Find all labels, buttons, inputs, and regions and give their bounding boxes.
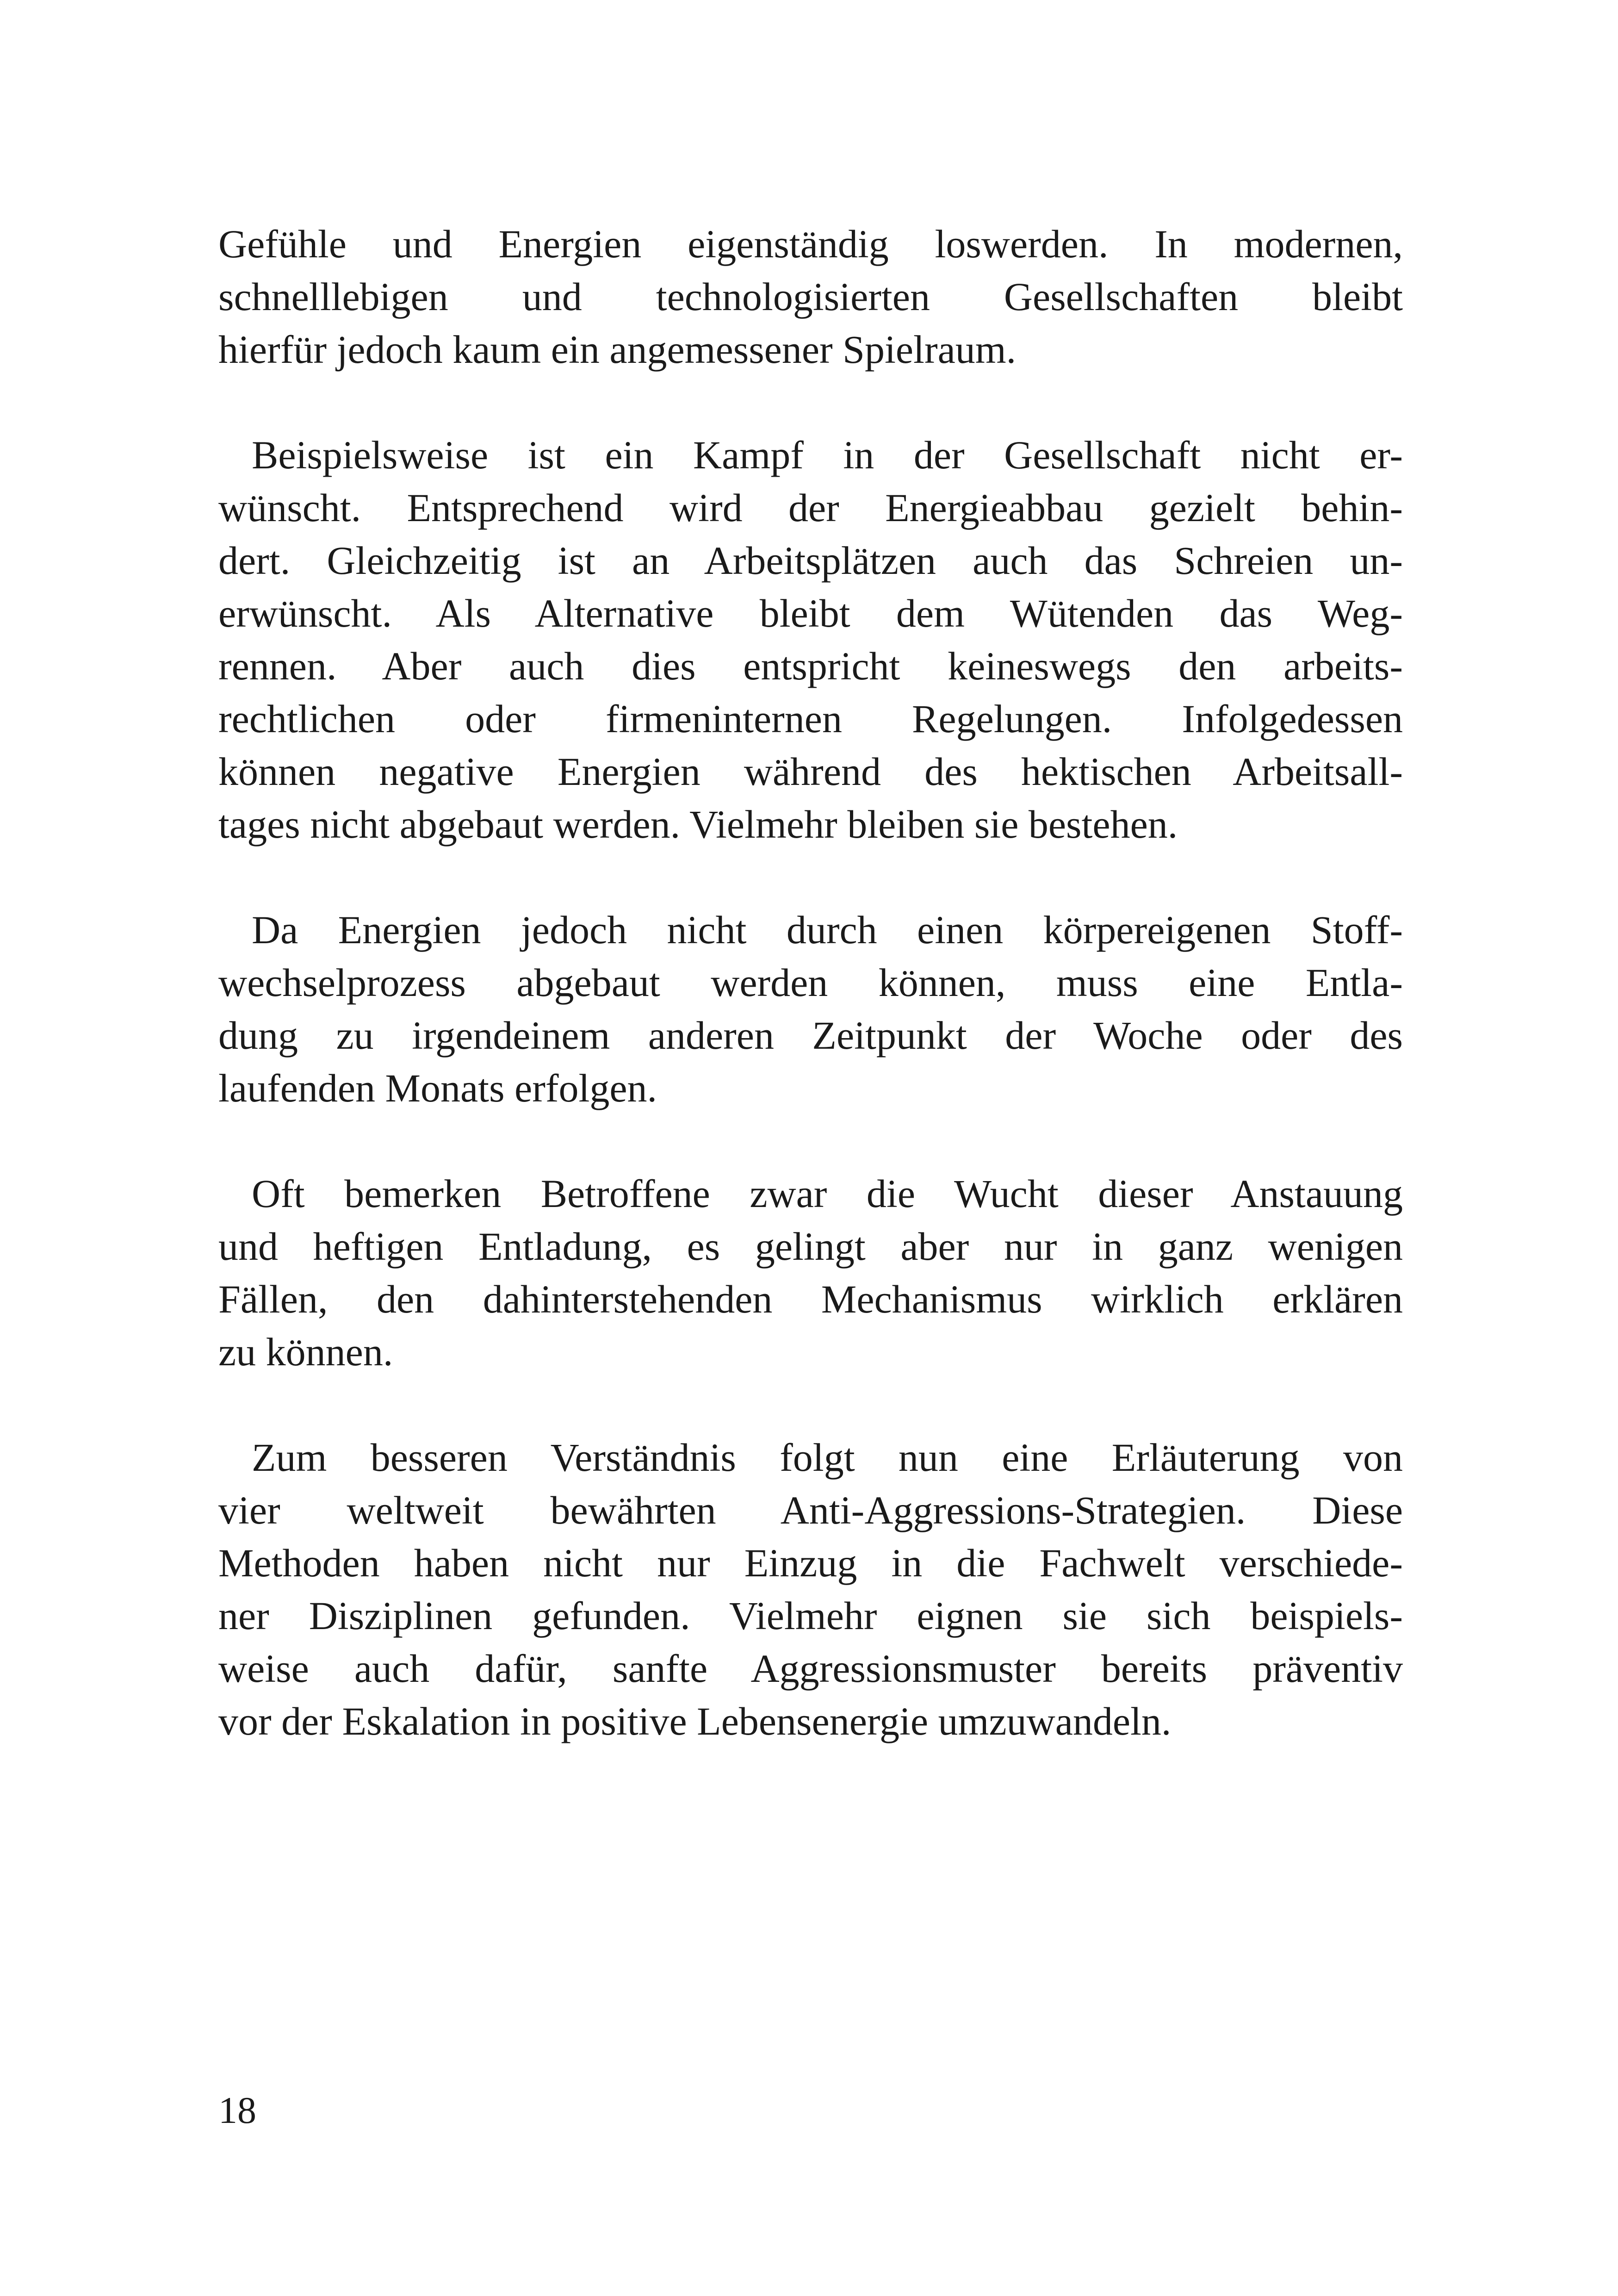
text-line: Da Energien jedoch nicht durch einen körpereigenen Stoff- (252, 908, 1403, 952)
text-line: laufenden Monats erfolgen. (218, 1066, 657, 1110)
page-number: 18 (218, 2089, 256, 2131)
text-line: wechselprozess abgebaut werden können, muss eine Entla- (218, 960, 1403, 1005)
text-line: schnelllebigen und technologisierten Gesellschaften bleibt (218, 274, 1403, 319)
text-line: vor der Eskalation in positive Lebensenergie umzuwandeln. (218, 1699, 1172, 1743)
text-line: Fällen, den dahinterstehenden Mechanismus wirklich erklären (218, 1277, 1403, 1321)
text-line: weise auch dafür, sanfte Aggressionsmuster bereits präventiv (218, 1646, 1403, 1691)
paragraph-4 (218, 1167, 1403, 1378)
text-line: und heftigen Entladung, es gelingt aber nur in ganz wenigen (218, 1224, 1403, 1269)
text-line: dert. Gleichzeitig ist an Arbeitsplätzen auch das Schreien un- (218, 538, 1403, 583)
paragraph-3 (218, 903, 1403, 1114)
text-line: Zum besseren Verständnis folgt nun eine Erläuterung von (252, 1435, 1403, 1480)
text-line: zu können. (218, 1330, 393, 1374)
text-line: können negative Energien während des hektischen Arbeitsall- (218, 749, 1403, 794)
text-line: hierfür jedoch kaum ein angemessener Spielraum. (218, 327, 1017, 372)
text-line: tages nicht abgebaut werden. Vielmehr bleiben sie bestehen. (218, 802, 1178, 846)
text-line: Gefühle und Energien eigenständig loswerden. In modernen, (218, 222, 1403, 266)
paragraph-1 (218, 218, 1403, 376)
text-line: ner Disziplinen gefunden. Vielmehr eignen sie sich beispiels- (218, 1593, 1403, 1638)
body-text (218, 218, 1403, 1800)
text-line: Beispielsweise ist ein Kampf in der Gesellschaft nicht er- (252, 433, 1403, 477)
text-line: Oft bemerken Betroffene zwar die Wucht dieser Anstauung (252, 1171, 1403, 1216)
paragraph-2 (218, 429, 1403, 851)
text-line: rennen. Aber auch dies entspricht keineswegs den arbeits- (218, 644, 1403, 688)
text-line: vier weltweit bewährten Anti-Aggressions-Strategien. Diese (218, 1488, 1403, 1532)
text-line: wünscht. Entsprechend wird der Energieabbau gezielt behin- (218, 485, 1403, 530)
paragraph-5 (218, 1431, 1403, 1748)
text-line: dung zu irgendeinem anderen Zeitpunkt der Woche oder des (218, 1013, 1403, 1058)
text-line: erwünscht. Als Alternative bleibt dem Wütenden das Weg- (218, 591, 1403, 635)
text-line: Methoden haben nicht nur Einzug in die Fachwelt verschiede- (218, 1541, 1403, 1585)
text-line: rechtlichen oder firmeninternen Regelungen. Infolgedessen (218, 697, 1403, 741)
